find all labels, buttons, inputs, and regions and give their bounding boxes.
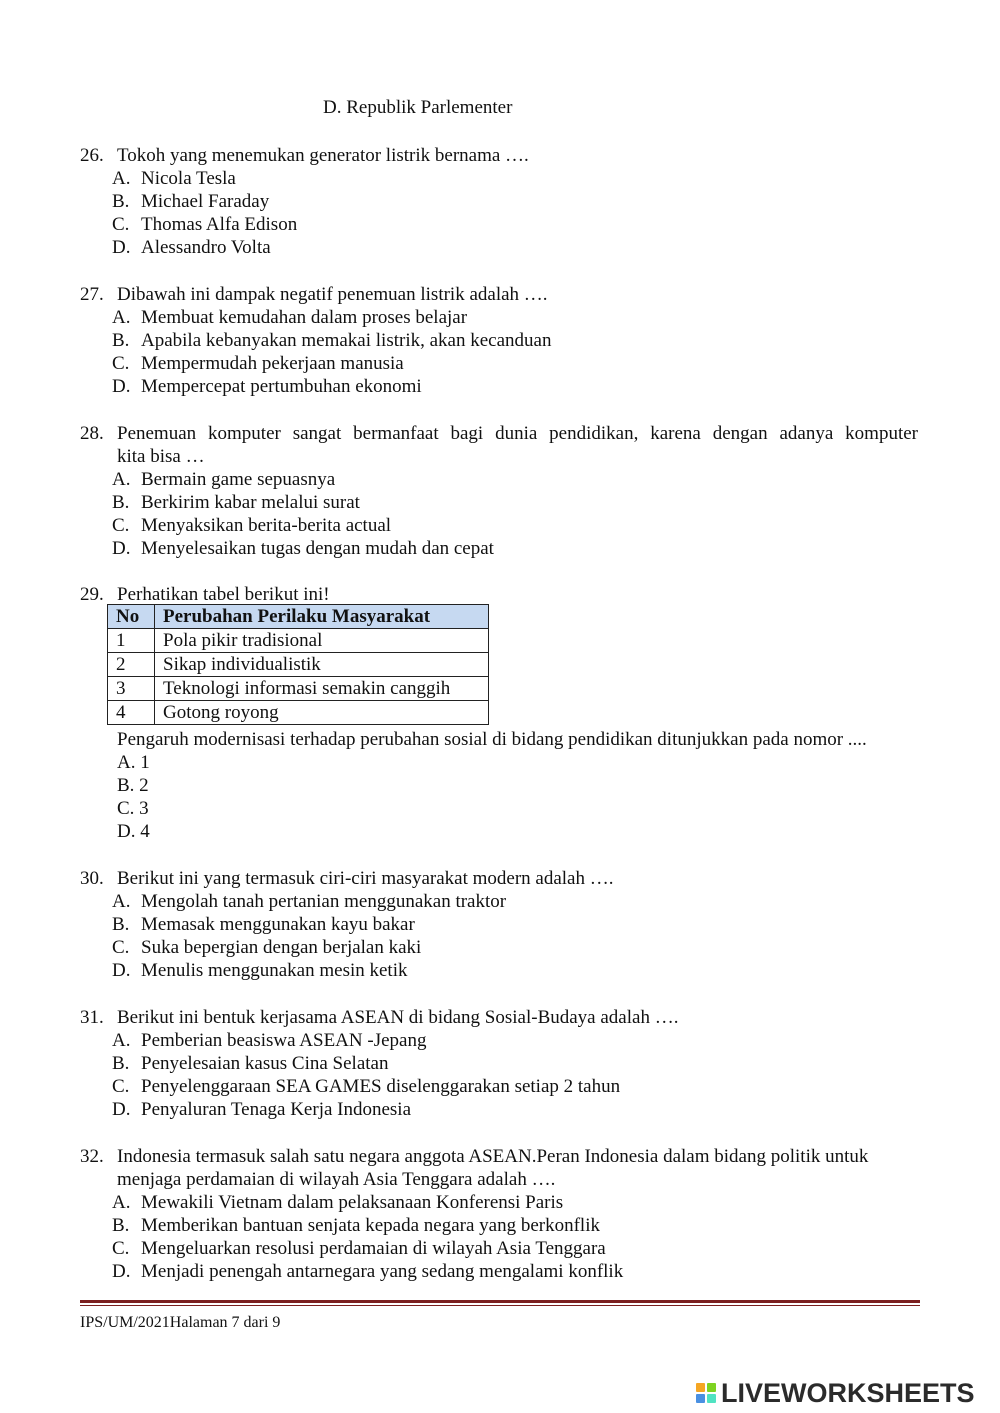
previous-question-option-d: D. Republik Parlementer [323, 97, 513, 118]
table-row [108, 701, 489, 725]
option-text[interactable]: Memberikan bantuan senjata kepada negara yang berkonflik [141, 1215, 600, 1236]
option-letter: A. [112, 1030, 131, 1051]
question-text: Tokoh yang menemukan generator listrik bernama …. [117, 145, 529, 166]
liveworksheets-logo-icon [696, 1383, 716, 1403]
option-letter: D. [112, 960, 131, 981]
behavior-change-table [107, 604, 489, 725]
option-text[interactable]: Pemberian beasiswa ASEAN -Jepang [141, 1030, 427, 1051]
option-text[interactable]: Menulis menggunakan mesin ketik [141, 960, 408, 981]
option-text[interactable]: C. 3 [117, 798, 149, 819]
table-cell-no: 1 [108, 629, 155, 653]
question-text: Dibawah ini dampak negatif penemuan listrik adalah …. [117, 284, 548, 305]
option-letter: B. [112, 1053, 130, 1074]
option-text[interactable]: Menyaksikan berita-berita actual [141, 515, 392, 536]
option-text[interactable]: Mempermudah pekerjaan manusia [141, 353, 404, 374]
option-letter: C. [112, 1076, 130, 1097]
table-row [108, 653, 489, 677]
table-cell-change: Gotong royong [155, 701, 489, 725]
question-number: 27. [80, 284, 104, 305]
option-letter: D. [112, 237, 131, 258]
option-text[interactable]: Penyelenggaraan SEA GAMES diselenggarakan setiap 2 tahun [141, 1076, 621, 1097]
option-letter: A. [112, 307, 131, 328]
option-text[interactable]: Bermain game sepuasnya [141, 469, 336, 490]
table-header-row [108, 605, 489, 629]
question-number: 26. [80, 145, 104, 166]
option-letter: B. [112, 191, 130, 212]
option-text[interactable]: Michael Faraday [141, 191, 270, 212]
option-letter: B. [112, 330, 130, 351]
option-text[interactable]: Mewakili Vietnam dalam pelaksanaan Konferensi Paris [141, 1192, 564, 1213]
option-text[interactable]: Alessandro Volta [141, 237, 271, 258]
question-text: Berikut ini yang termasuk ciri-ciri masyarakat modern adalah …. [117, 868, 614, 889]
question-text-line-2: menjaga perdamaian di wilayah Asia Tenggara adalah …. [117, 1169, 556, 1190]
question-followup: Pengaruh modernisasi terhadap perubahan sosial di bidang pendidikan ditunjukkan pada nomor .... [117, 729, 867, 750]
option-letter: C. [112, 515, 130, 536]
question-number: 30. [80, 868, 104, 889]
table-cell-no: 2 [108, 653, 155, 677]
footer-divider-thin [80, 1305, 920, 1306]
option-text[interactable]: Mengeluarkan resolusi perdamaian di wilayah Asia Tenggara [141, 1238, 606, 1259]
option-letter: A. [112, 168, 131, 189]
option-text[interactable]: Menyelesaikan tugas dengan mudah dan cepat [141, 538, 494, 559]
option-text[interactable]: Membuat kemudahan dalam proses belajar [141, 307, 468, 328]
liveworksheets-logo-text: LIVEWORKSHEETS [721, 1377, 975, 1408]
table-header-change: Perubahan Perilaku Masyarakat [155, 605, 489, 629]
option-text[interactable]: Nicola Tesla [141, 168, 236, 189]
footer-divider [80, 1300, 920, 1303]
option-letter: D. [112, 1099, 131, 1120]
table-row [108, 677, 489, 701]
option-letter: C. [112, 1238, 130, 1259]
option-text[interactable]: D. 4 [117, 821, 150, 842]
option-text[interactable]: Suka bepergian dengan berjalan kaki [141, 937, 422, 958]
option-text[interactable]: Mengolah tanah pertanian menggunakan traktor [141, 891, 507, 912]
question-text-line-1: Indonesia termasuk salah satu negara anggota ASEAN.Peran Indonesia dalam bidang politik untuk [117, 1146, 869, 1167]
option-letter: B. [112, 1215, 130, 1236]
option-text[interactable]: Penyelesaian kasus Cina Selatan [141, 1053, 389, 1074]
option-text[interactable]: Menjadi penengah antarnegara yang sedang mengalami konflik [141, 1261, 624, 1282]
question-number: 29. [80, 584, 104, 605]
option-text[interactable]: Thomas Alfa Edison [141, 214, 298, 235]
option-text[interactable]: Apabila kebanyakan memakai listrik, akan kecanduan [141, 330, 552, 351]
option-text[interactable]: A. 1 [117, 752, 150, 773]
table-row [108, 629, 489, 653]
page-footer: IPS/UM/2021Halaman 7 dari 9 [80, 1314, 281, 1331]
option-letter: A. [112, 1192, 131, 1213]
option-text[interactable]: Memasak menggunakan kayu bakar [141, 914, 415, 935]
option-letter: D. [112, 376, 131, 397]
option-text[interactable]: Mempercepat pertumbuhan ekonomi [141, 376, 422, 397]
table-cell-change: Pola pikir tradisional [155, 629, 489, 653]
liveworksheets-watermark [696, 1378, 975, 1408]
table-cell-no: 3 [108, 677, 155, 701]
question-text-line-1: Penemuan komputer sangat bermanfaat bagi dunia pendidikan, karena dengan adanya komputer [117, 423, 918, 444]
table-cell-change: Teknologi informasi semakin canggih [155, 677, 489, 701]
question-text: Berikut ini bentuk kerjasama ASEAN di bidang Sosial-Budaya adalah …. [117, 1007, 679, 1028]
table-cell-no: 4 [108, 701, 155, 725]
question-number: 31. [80, 1007, 104, 1028]
question-number: 32. [80, 1146, 104, 1167]
option-letter: C. [112, 353, 130, 374]
option-letter: D. [112, 1261, 131, 1282]
option-text[interactable]: Berkirim kabar melalui surat [141, 492, 360, 513]
option-letter: C. [112, 937, 130, 958]
option-letter: A. [112, 469, 131, 490]
question-text-line-2: kita bisa … [117, 446, 205, 467]
option-text[interactable]: B. 2 [117, 775, 149, 796]
table-header-no: No [108, 605, 155, 629]
option-letter: B. [112, 914, 130, 935]
option-letter: A. [112, 891, 131, 912]
option-text[interactable]: Penyaluran Tenaga Kerja Indonesia [141, 1099, 412, 1120]
option-letter: B. [112, 492, 130, 513]
option-letter: C. [112, 214, 130, 235]
table-cell-change: Sikap individualistik [155, 653, 489, 677]
question-number: 28. [80, 423, 104, 444]
question-text: Perhatikan tabel berikut ini! [117, 584, 330, 605]
option-letter: D. [112, 538, 131, 559]
